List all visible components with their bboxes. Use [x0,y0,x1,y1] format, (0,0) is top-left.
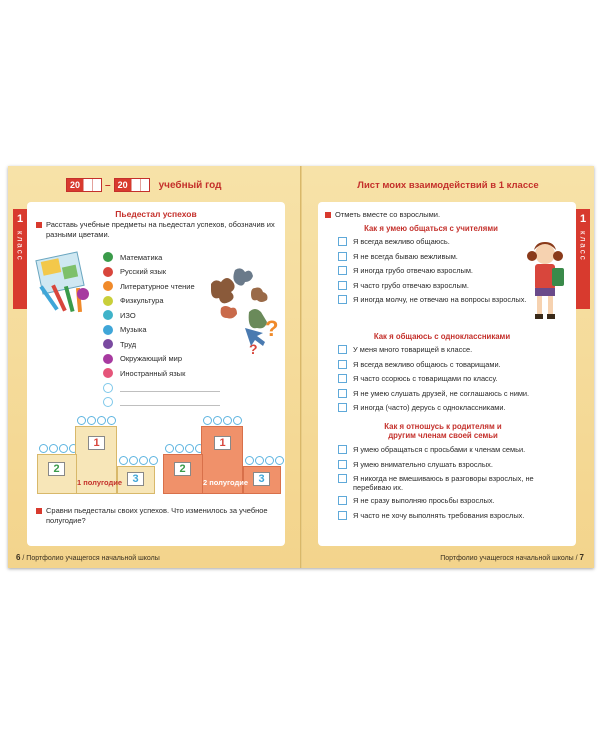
subject-item[interactable]: Русский язык [103,265,220,280]
checkbox[interactable] [338,374,347,383]
left-page [8,166,301,568]
checkbox[interactable] [338,460,347,469]
color-dot [103,281,113,291]
place-1-box[interactable]: 1 [214,436,231,450]
grade-side-tab [13,209,27,309]
blank-subject-line[interactable] [103,381,220,396]
podium-instruction: Расставь учебные предметы на пьедестал успехов, обозначив их разными цветами. [35,220,279,240]
section-title-classmates: Как я общаюсь с одноклассниками [373,332,511,341]
color-dot [103,339,113,349]
checklist-item[interactable]: Я всегда вежливо общаюсь с товарищами. [338,360,568,375]
left-page-footer: 6 / Портфолио учащегося начальной школы [16,553,160,562]
color-dot [103,267,113,277]
subject-item[interactable]: Окружающий мир [103,352,220,367]
svg-text:?: ? [265,316,279,341]
checklist-item[interactable]: Я умею внимательно слушать взрослых. [338,460,568,475]
right-content-sheet [318,202,576,546]
color-dot [103,368,113,378]
footer-title-left: Портфолио учащегося начальной школы [26,555,160,562]
checkbox[interactable] [338,360,347,369]
grade-word: класс [578,231,588,262]
subject-item[interactable]: Труд [103,337,220,352]
checkbox[interactable] [338,445,347,454]
checkbox[interactable] [338,252,347,261]
page-number-right: 7 [579,553,584,562]
podium-first-half [37,416,157,496]
blank-subject-line[interactable] [103,395,220,410]
subject-item[interactable]: Математика [103,250,220,265]
right-page-footer: Портфолио учащегося начальной школы / 7 [440,553,584,562]
section-title-teachers: Как я умею общаться с учителями [364,224,498,233]
checkbox[interactable] [338,474,347,483]
schoolgirl-illustration [524,240,566,322]
checklist-item[interactable]: Я не умею слушать друзей, не соглашаюсь с ними. [338,389,568,404]
interactions-title: Лист моих взаимодействий в 1 классе [357,180,539,191]
place-3-box[interactable]: 3 [127,472,144,486]
empty-dot [103,383,113,393]
grade-side-tab [576,209,590,309]
subject-item[interactable]: Литературное чтение [103,279,220,294]
place-2-box[interactable]: 2 [174,462,191,476]
right-page [301,166,594,568]
write-line[interactable] [120,384,220,392]
comparison-question: Сравни пьедесталы своих успехов. Что изменилось за учебное полугодие? [35,506,279,526]
checkbox[interactable] [338,511,347,520]
year-prefix-start: 20 [67,179,83,191]
checkbox[interactable] [338,403,347,412]
checklist-item[interactable]: Я умею обращаться с просьбами к членам семьи. [338,445,568,460]
subject-item[interactable]: ИЗО [103,308,220,323]
checklist-item[interactable]: Я иногда (часто) дерусь с одноклассниками. [338,403,568,418]
school-year-field: 20 – 20 учебный год [66,178,221,192]
subject-item[interactable]: Музыка [103,323,220,338]
color-dot [103,252,113,262]
podium-title: Пьедестал успехов [115,209,197,219]
left-content-sheet [27,202,285,546]
book-spread [8,166,594,568]
subjects-list [103,250,220,410]
year-input-end[interactable] [114,178,150,192]
subject-item[interactable]: Физкультура [103,294,220,309]
family-checklist [338,445,568,525]
checklist-item[interactable]: Я иногда грубо отвечаю взрослым. [338,266,528,281]
puzzle-pieces-illustration [205,264,281,360]
podium-label-first-half: 1 полугодие [77,478,123,487]
page-number-left: 6 [16,553,21,562]
classmates-checklist [338,345,568,418]
svg-text:?: ? [249,341,258,357]
podium-second-half [163,416,283,496]
checklist-item[interactable]: Я часто не хочу выполнять требования взрослых. [338,511,568,526]
footer-title-right: Портфолио учащегося начальной школы [440,555,574,562]
grade-number: 1 [16,213,24,225]
place-2-box[interactable]: 2 [48,462,65,476]
section-title-family: Как я отношусь к родителям и другим членам своей семьи [384,422,502,440]
checklist-item[interactable]: Я часто грубо отвечаю взрослым. [338,281,528,296]
year-input-start[interactable] [66,178,102,192]
podium-label-second-half: 2 полугодие [203,478,249,487]
subject-item[interactable]: Иностранный язык [103,366,220,381]
checkbox[interactable] [338,389,347,398]
checkbox[interactable] [338,266,347,275]
checklist-item[interactable]: У меня много товарищей в классе. [338,345,568,360]
checklist-item[interactable]: Я иногда молчу, не отвечаю на вопросы взрослых. [338,295,528,310]
color-dot [103,354,113,364]
checkbox[interactable] [338,281,347,290]
teachers-checklist [338,237,528,310]
write-line[interactable] [120,398,220,406]
interactions-instruction: Отметь вместе со взрослыми. [324,210,524,220]
checklist-item[interactable]: Я не всегда бываю вежливым. [338,252,528,267]
checkbox[interactable] [338,496,347,505]
checkbox[interactable] [338,345,347,354]
checkbox[interactable] [338,295,347,304]
place-1-box[interactable]: 1 [88,436,105,450]
color-dot [103,310,113,320]
place-3-box[interactable]: 3 [253,472,270,486]
school-supplies-illustration [33,250,95,316]
checklist-item[interactable]: Я часто ссорюсь с товарищами по классу. [338,374,568,389]
grade-word: класс [15,231,25,262]
color-dot [103,325,113,335]
checklist-item[interactable]: Я не сразу выполняю просьбы взрослых. [338,496,568,511]
color-dot [103,296,113,306]
checklist-item[interactable]: Я никогда не вмешиваюсь в разговоры взрослых, не перебиваю их. [338,474,568,496]
checkbox[interactable] [338,237,347,246]
checklist-item[interactable]: Я всегда вежливо общаюсь. [338,237,528,252]
empty-dot [103,397,113,407]
year-prefix-end: 20 [115,179,131,191]
school-year-label: учебный год [158,179,222,191]
grade-number: 1 [579,213,587,225]
